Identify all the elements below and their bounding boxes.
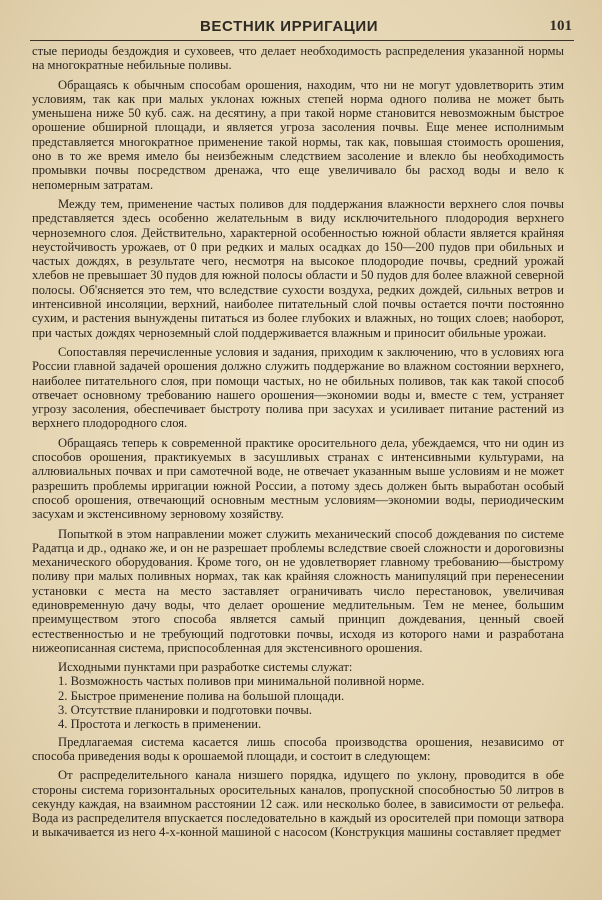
list-item: 2. Быстрое применение полива на большой площади. [58, 688, 345, 703]
paragraph: стые периоды бездождия и суховеев, что делает необходимость распределения указанной нормы на многократные небильные поливы. [32, 44, 564, 73]
list-intro: Исходными пунктами при разработке системы служат: [58, 660, 353, 675]
page-header [0, 0, 602, 40]
running-title: ВЕСТНИК ИРРИГАЦИИ [200, 18, 379, 35]
paragraph: Предлагаемая система касается лишь способа производства орошения, независимо от способа приведения воды к орошаемой площади, и состоит в следующем: [32, 734, 564, 763]
body-text [32, 44, 564, 845]
paragraph: Обращаясь теперь к современной практике оросительного дела, убеждаемся, что ни один из способов орошения, практикуемых в засушливых странах с интенсивными культурами, на аллювиальных почвах и при самотечной воде, не отвечает указанным выше условиям и не может разрешить проблемы ирригации южной России, а потому здесь должен быть выработан особый способ орошения, отвечающий основным местным условиям—экономии воды, периодическим засухам и экстенсивному зерновому хозяйству. [32, 435, 564, 522]
list-item: 1. Возможность частых поливов при минимальной поливной норме. [58, 674, 425, 689]
paragraph: Между тем, применение частых поливов для поддержания влажности верхнего слоя почвы представляется здесь особенно желательным в виду исключительного плодородия верхнего черноземного слоя. Действительно, характерной особенностью южной области является крайняя неустойчивость урожаев, от 0 при редких и малых осадках до 150—200 пудов при обильных и частых дождях, в результате чего, несмотря на высокое плодородие почвы, средний урожай хлебов не превышает 30 пудов для южной полосы области и 50 пудов для более влажной северной полосы. Об'ясняется это тем, что вследствие сухости воздуха, редких дождей, сильных ветров и интенсивной инсоляции, верхний, наиболее питательный слой почвы остается почти постоянно сухим, и растения вынуждены питаться из более глубоких и влажных, но тощих слоев; наоборот, при частых дождях черноземный слой поддерживается влажным и приносит обильные урожаи. [32, 196, 564, 340]
paragraph: От распределительного канала низшего порядка, идущего по уклону, проводится в обе стороны система горизонтальных оросительных каналов, пропускной способностью 50 литров в секунду каждая, на взаимном расстоянии 12 саж. или несколько более, в зависимости от рельефа. Вода из распределителя впускается последовательно в каждый из оросителей при помощи затвора и выкачивается из него 4-х-конной машиной с насосом (Конструкция машины составляет предмет [32, 768, 564, 840]
paragraph: Попыткой в этом направлении может служить механический способ дождевания по системе Радатца и др., однако же, и он не разрешает проблемы вследствие своей сложности и дороговизны механического оборудования. Кроме того, он не удовлетворяет главному требованию—быстрому поливу при малых поливных нормах, так как крайняя сложность манипуляций при перенесении установки с места на место заставляет ограничивать число перестановок, увеличивая единовременную дачу воды, что делает орошение медлительным. Тем не менее, большим преимуществом этого способа является самый принцип дождевания, ценный своей естественностью и не требующий подготовки почвы, исходя из которого нами и разработана нижеописанная система, приспособленная для экстенсивного орошения. [32, 526, 564, 655]
page-number: 101 [549, 18, 572, 34]
header-rule [30, 40, 574, 41]
list-item: 3. Отсутствие планировки и подготовки почвы. [58, 703, 313, 718]
paragraph: Сопоставляя перечисленные условия и задания, приходим к заключению, что в условиях юга России главной задачей орошения должно служить поддержание во влажном состоянии верхнего, наиболее питательного слоя, при помощи частых, но не обильных поливов, так как такой способ отвечает основному требованию нашего орошения—экономии воды и, вместе с тем, устраняет угрозу засоления, обеспечивает быстроту полива при засухах и усиливает питание растений из верхнего плодородного слоя. [32, 344, 564, 431]
paragraph: Обращаясь к обычным способам орошения, находим, что ни не могут удовлетворить этим условиям, так как при малых уклонах южных степей норма одного полива не может быть уменьшена ниже 50 куб. саж. на десятину, а при такой норме становится невозможным быстрое орошение обширной площади, и является угроза засоления почвы. Еще менее исполнимым представляется многократное применение такой нормы, так как, повышая стоимость орошения, оно в то же время имело бы неизбежным следствием засоление и влекло бы необходимость промывки почвы посредством дренажа, что еще увеличивало бы расход воды и вело к непомерным затратам. [32, 77, 564, 192]
requirements-list [32, 674, 564, 731]
list-item: 4. Простота и легкость в применении. [58, 717, 262, 732]
